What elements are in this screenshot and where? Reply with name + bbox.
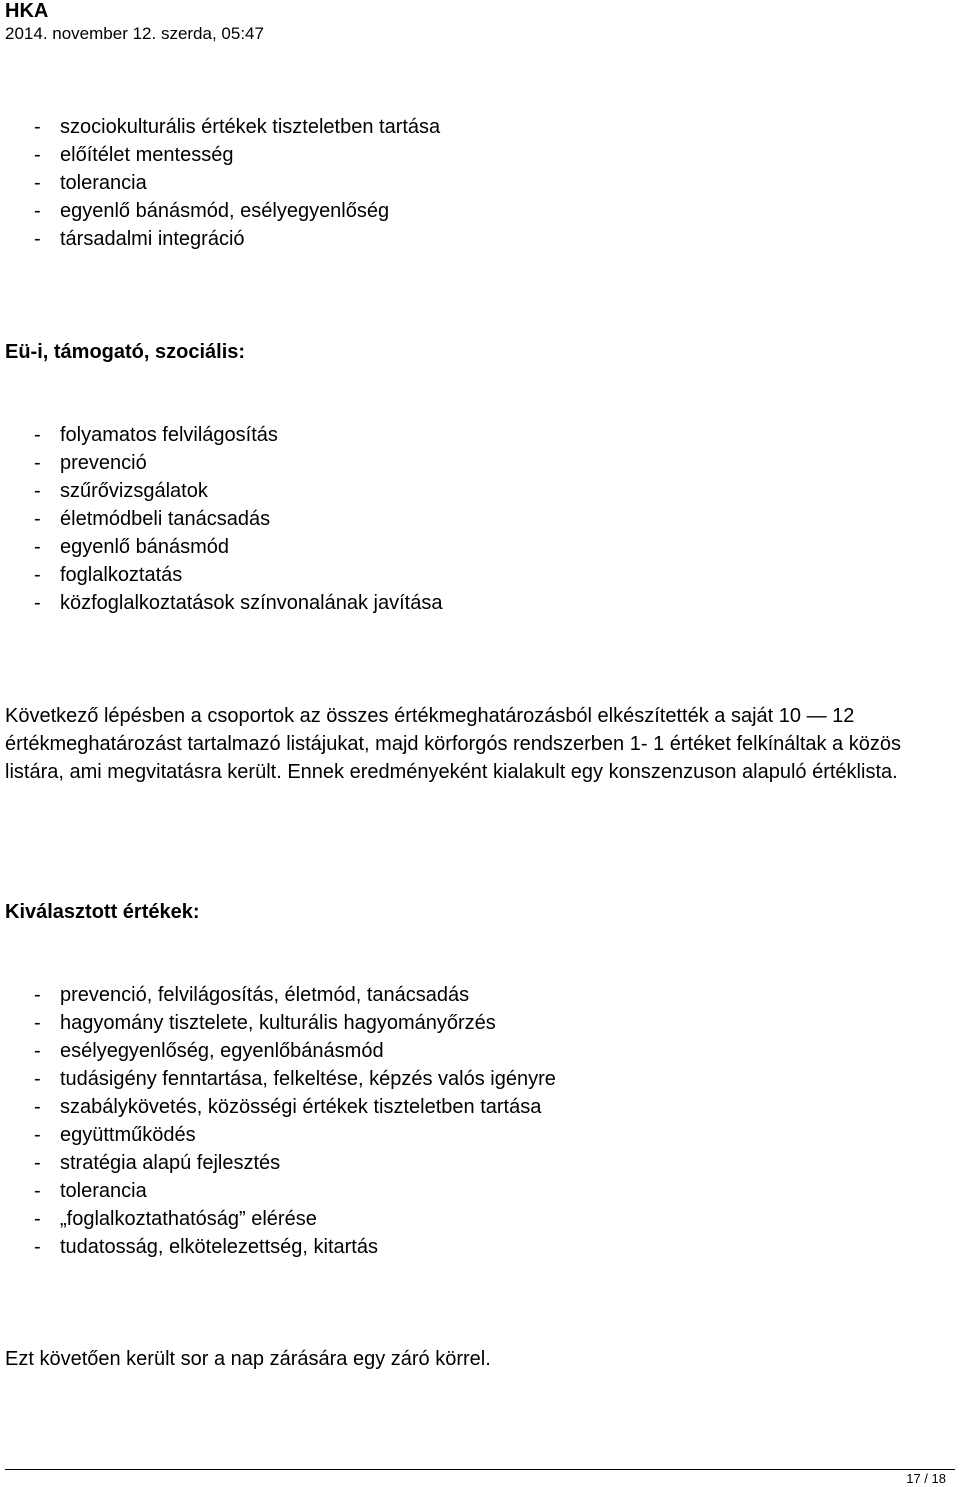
closing-paragraph: Ezt követően került sor a nap zárására egy záró körrel. <box>5 1348 491 1370</box>
list-dash: - <box>34 200 41 222</box>
page-number: 17 / 18 <box>906 1471 946 1486</box>
footer-divider <box>5 1469 955 1470</box>
list-dash: - <box>34 1012 41 1034</box>
list-item: - társadalmi integráció <box>34 225 440 253</box>
list-item: - egyenlő bánásmód, esélyegyenlőség <box>34 197 440 225</box>
list-item: - tolerancia <box>34 1177 556 1205</box>
list-item: - „foglalkoztathatóság” elérése <box>34 1205 556 1233</box>
list-item: - esélyegyenlőség, egyenlőbánásmód <box>34 1037 556 1065</box>
list-dash: - <box>34 1068 41 1090</box>
site-title: HKA <box>5 0 49 22</box>
list-dash: - <box>34 592 41 614</box>
list-dash: - <box>34 1040 41 1062</box>
list-item: - együttműködés <box>34 1121 556 1149</box>
page-header <box>5 0 264 44</box>
list-item: - hagyomány tisztelete, kulturális hagyományőrzés <box>34 1009 556 1037</box>
list-dash: - <box>34 480 41 502</box>
list-dash: - <box>34 452 41 474</box>
list-item: - közfoglalkoztatások színvonalának javítása <box>34 589 442 617</box>
list-item: - tudatosság, elkötelezettség, kitartás <box>34 1233 556 1261</box>
list-dash: - <box>34 1152 41 1174</box>
list-item: - tolerancia <box>34 169 440 197</box>
list-dash: - <box>34 508 41 530</box>
list-item: - szabálykövetés, közösségi értékek tiszteletben tartása <box>34 1093 556 1121</box>
list-dash: - <box>34 1096 41 1118</box>
list-item: - folyamatos felvilágosítás <box>34 421 442 449</box>
list-dash: - <box>34 536 41 558</box>
list-item: - tudásigény fenntartása, felkeltése, képzés valós igényre <box>34 1065 556 1093</box>
list-dash: - <box>34 144 41 166</box>
list-item: - egyenlő bánásmód <box>34 533 442 561</box>
value-list-1 <box>34 113 440 253</box>
list-dash: - <box>34 1124 41 1146</box>
list-dash: - <box>34 1208 41 1230</box>
list-dash: - <box>34 424 41 446</box>
body-paragraph: Következő lépésben a csoportok az összes értékmeghatározásból elkészítették a saját 10 — 12 értékmeghatározást tartalmazó listájukat, majd körforgós rendszerben 1- 1 értéket felkínáltak a közös listára, ami megvitatásra került. Ennek eredményeként kialakult egy konszenzuson alapuló értéklista. <box>5 705 901 783</box>
list-dash: - <box>34 172 41 194</box>
list-item: - prevenció, felvilágosítás, életmód, tanácsadás <box>34 981 556 1009</box>
post-date: 2014. november 12. szerda, 05:47 <box>5 24 264 43</box>
list-dash: - <box>34 228 41 250</box>
section-heading-selected-values: Kiválasztott értékek: <box>5 901 200 923</box>
list-dash: - <box>34 564 41 586</box>
list-item: - stratégia alapú fejlesztés <box>34 1149 556 1177</box>
list-dash: - <box>34 116 41 138</box>
list-item: - szociokulturális értékek tiszteletben tartása <box>34 113 440 141</box>
list-dash: - <box>34 984 41 1006</box>
list-item: - előítélet mentesség <box>34 141 440 169</box>
list-item: - prevenció <box>34 449 442 477</box>
list-item: - életmódbeli tanácsadás <box>34 505 442 533</box>
list-dash: - <box>34 1180 41 1202</box>
value-list-3 <box>34 981 556 1261</box>
list-dash: - <box>34 1236 41 1258</box>
list-item: - foglalkoztatás <box>34 561 442 589</box>
value-list-2 <box>34 421 442 617</box>
list-item: - szűrővizsgálatok <box>34 477 442 505</box>
section-heading-health: Eü-i, támogató, szociális: <box>5 341 246 363</box>
